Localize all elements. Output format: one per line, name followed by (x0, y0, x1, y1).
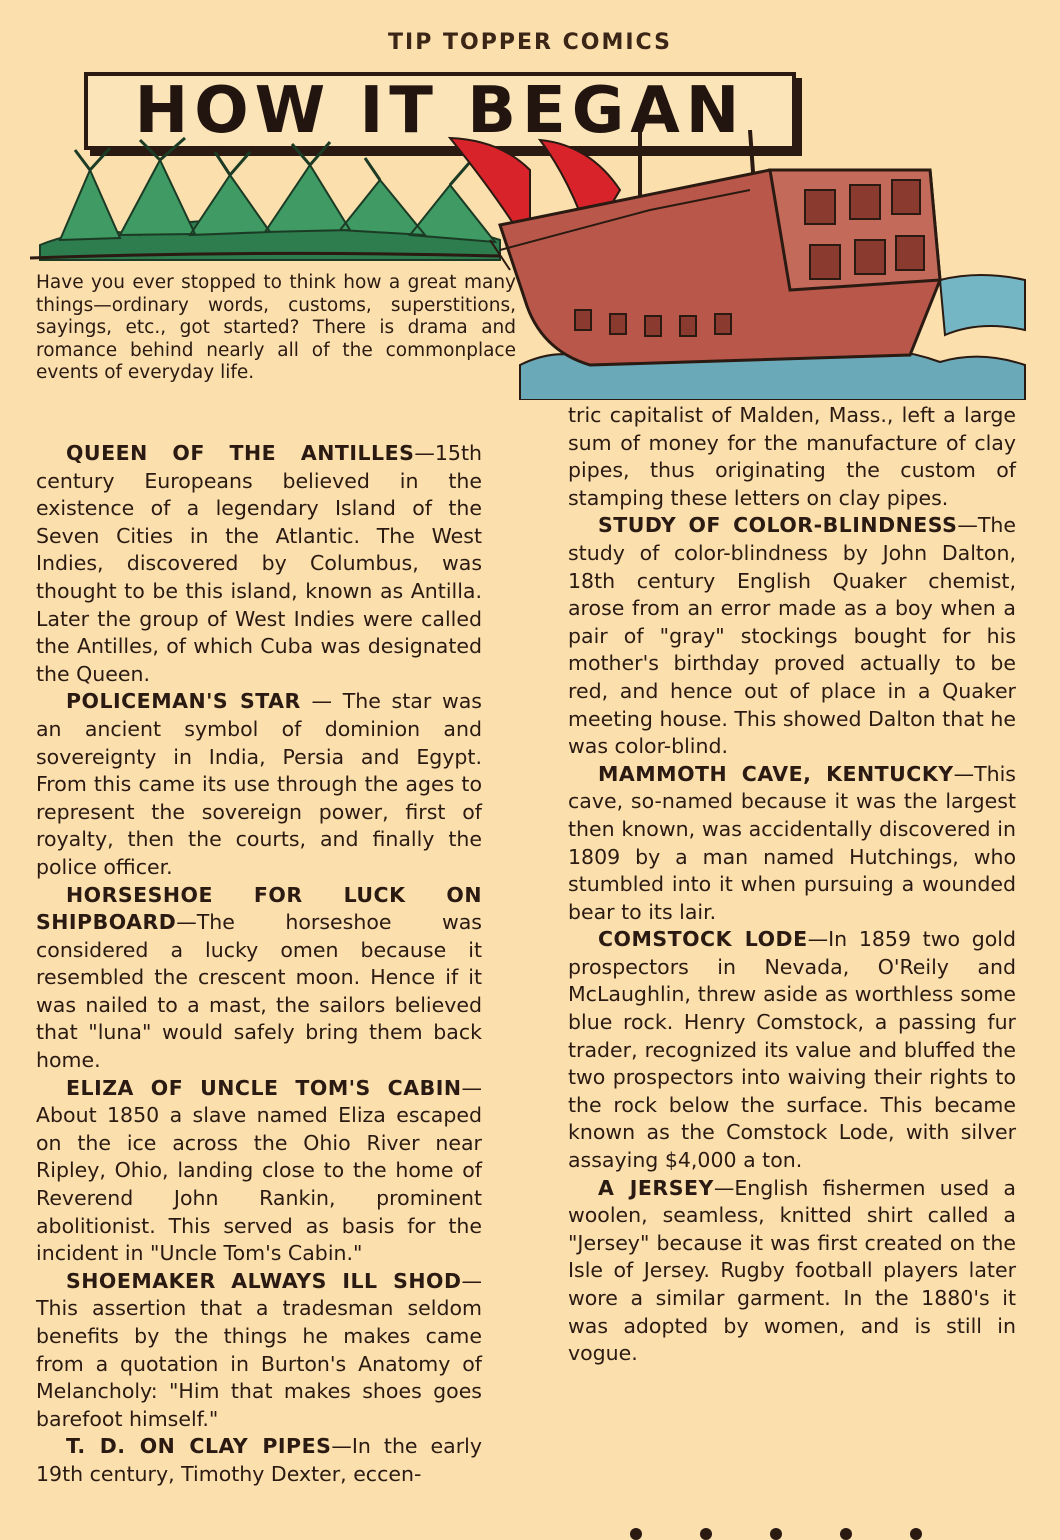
entry-heading: HORSESHOE FOR LUCK ON SHIPBOARD (36, 882, 482, 935)
left-column (36, 440, 482, 1489)
island-foliage (30, 138, 500, 260)
intro-paragraph: Have you ever stopped to think how a great many things—ordinary words, customs, superstitions, sayings, etc., got started? There is drama and romance behind nearly all of the commonplace events of everyday life. (36, 272, 516, 383)
entry-text-continued: —In the early 19th century, Timothy Dexter, eccen- (36, 1434, 482, 1486)
page-title: HOW IT BEGAN (134, 74, 746, 148)
entry-text: —In 1859 two gold prospectors in Nevada, O'Reily and McLaughlin, threw aside as worthless some blue rock. Henry Comstock, a passing fur trader, recognized its value and bluffed the two prospectors into waiving their rights to the rock below the surface. This became known as the Comstock Lode, with silver assaying $4,000 a ton. (568, 927, 1016, 1173)
entry-text: —15th century Europeans believed in the existence of a legendary Island of the Seven Cities in the Atlantic. The West Indies, discovered by Columbus, was thought to be this island, known as Antilla. Later the group of West Indies were called the Antilles, of which Cuba was designated the Queen. (36, 441, 482, 686)
decorative-dots (596, 1522, 996, 1540)
entry-text: — The star was an ancient symbol of dominion and sovereignty in India, Persia and Egypt. From this came its use through the ages to represent the sovereign power, first of royalty, then the courts, and finally the police officer. (36, 689, 482, 879)
entry-heading: ELIZA OF UNCLE TOM'S CABIN (66, 1075, 462, 1100)
entry-shoemaker (36, 1268, 482, 1434)
entry-text: —About 1850 a slave named Eliza escaped on the ice across the Ohio River near Ripley, Ohio, landing close to the home of Reverend John Rankin, prominent abolitionist. This served as basis for the incident in "Uncle Tom's Cabin." (36, 1075, 482, 1266)
entry-heading: QUEEN OF THE ANTILLES (66, 441, 415, 465)
entry-comstock-lode (568, 926, 1016, 1174)
entry-td-clay-pipes (36, 1433, 482, 1488)
entry-heading: MAMMOTH CAVE, KENTUCKY (598, 761, 954, 786)
ship (450, 130, 940, 365)
entry-text: —This assertion that a tradesman seldom benefits by the things he makes came from a quotation in Burton's Anatomy of Melancholy: "Him that makes shoes goes barefoot himself." (36, 1268, 482, 1431)
entry-heading: STUDY OF COLOR-BLINDNESS (598, 513, 958, 538)
entry-heading: A JERSEY (598, 1175, 714, 1200)
entry-horseshoe (36, 882, 482, 1075)
entry-heading: POLICEMAN'S STAR (66, 689, 301, 714)
right-column (568, 402, 1016, 1368)
entry-eliza (36, 1075, 482, 1268)
entry-policemans-star (36, 688, 482, 881)
page-header: TIP TOPPER COMICS (388, 30, 672, 55)
entry-text: —English fishermen used a woolen, seamless, knitted shirt called a "Jersey" because it was first created on the Isle of Jersey. Rugby football players later wore a similar garment. In the 1880's it was adopted by women, and is still in vogue. (568, 1175, 1016, 1366)
entry-heading: T. D. ON CLAY PIPES (66, 1434, 332, 1459)
entry-color-blindness (568, 512, 1016, 760)
entry-td-clay-pipes-continuation: tric capitalist of Malden, Mass., left a large sum of money for the manufacture of clay pipes, thus originating the custom of stamping these letters on clay pipes. (568, 403, 1016, 510)
entry-text: —The study of color-blindness by John Dalton, 18th century English Quaker chemist, arose from an error made as a boy when a pair of "gray" stockings bought for his mother's birthday proved actually to be red, and hence out of place in a Quaker meeting house. This showed Dalton that he was color-blind. (568, 513, 1016, 759)
entry-text: —This cave, so-named because it was the largest then known, was accidentally discovered in 1809 by a man named Hutchings, who stumbled into it when pursuing a wounded bear to its lair. (568, 761, 1016, 924)
entry-heading: SHOEMAKER ALWAYS ILL SHOD (66, 1268, 462, 1293)
entry-queen-of-the-antilles (36, 440, 482, 688)
entry-mammoth-cave (568, 761, 1016, 927)
entry-heading: COMSTOCK LODE (598, 927, 808, 952)
entry-a-jersey (568, 1175, 1016, 1368)
entry-text: —The horseshoe was considered a lucky omen because it resembled the crescent moon. Hence if it was nailed to a mast, the sailors believed that "luna" would safely bring them back home. (36, 910, 482, 1073)
